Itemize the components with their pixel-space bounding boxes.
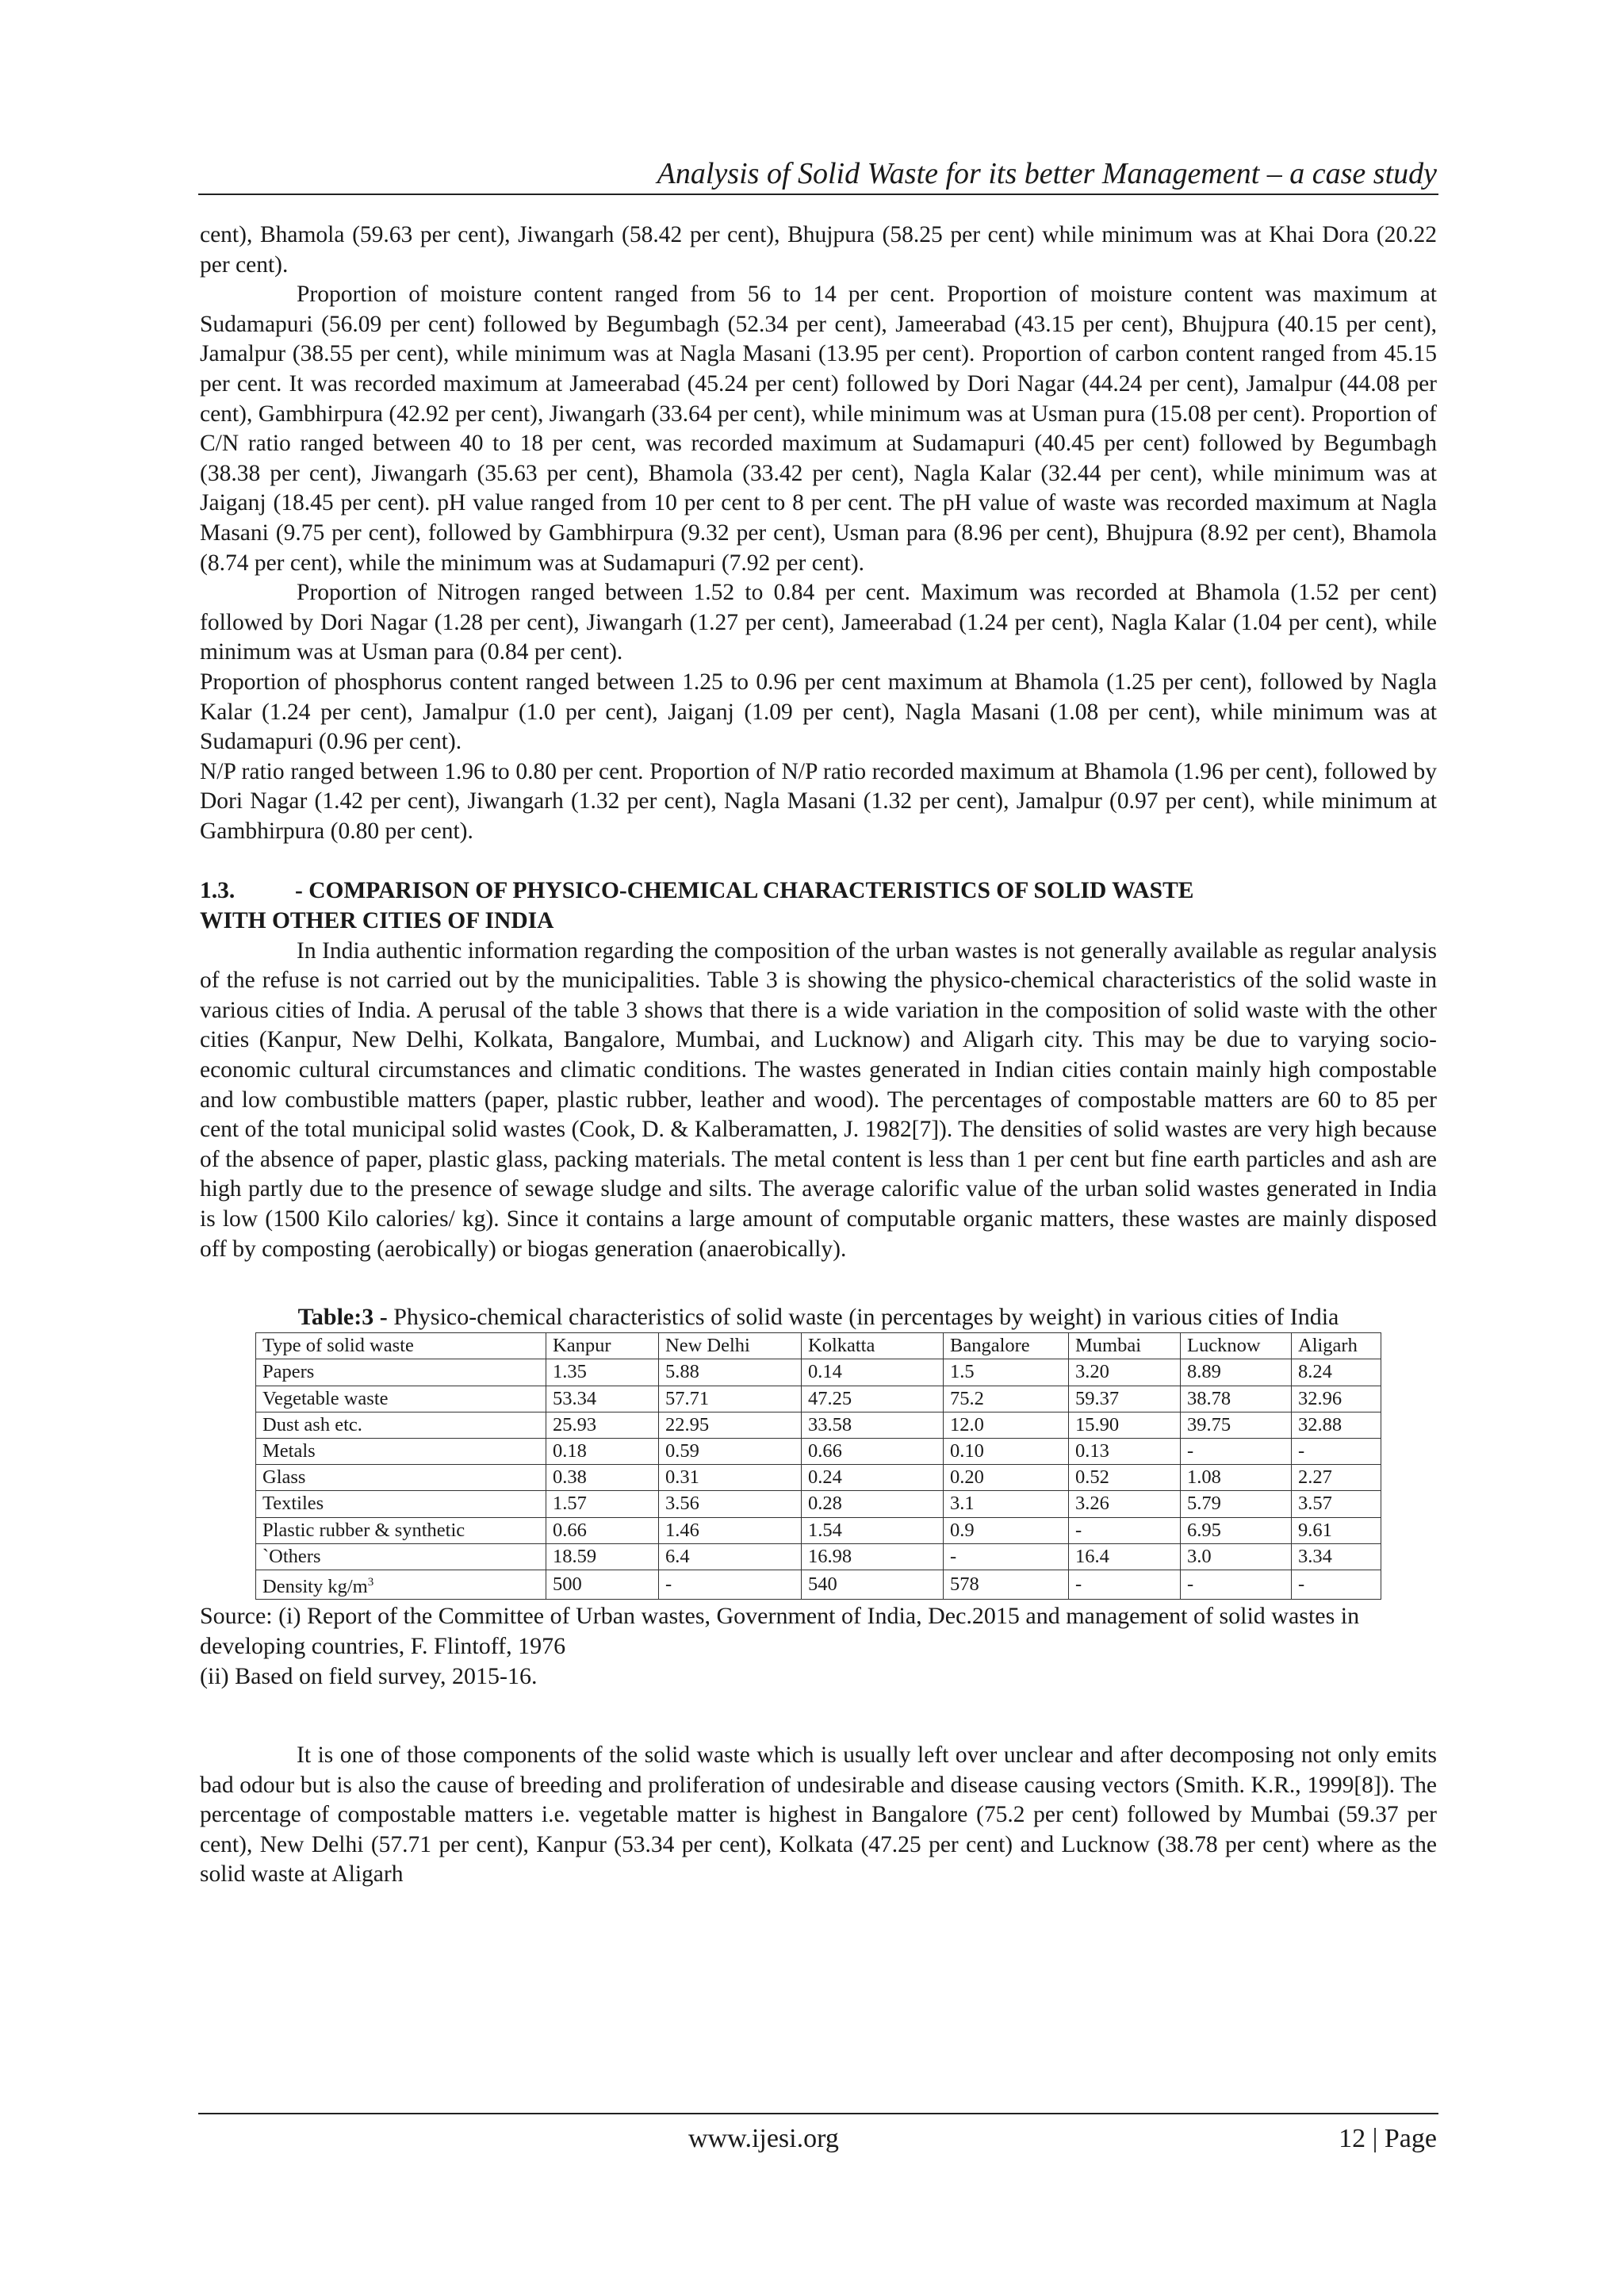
value-cell: 578 [944,1570,1069,1599]
body-text [200,220,1437,1890]
value-cell: 0.66 [546,1517,659,1543]
value-cell: 75.2 [944,1386,1069,1412]
section-heading [200,876,1437,936]
value-cell: 32.88 [1292,1412,1381,1438]
paragraph-moisture: Proportion of moisture content ranged from 56 to 14 per cent. Proportion of moisture content was maximum at Sudamapuri (56.09 per cent) followed by Begumbagh (52.34 per cent), Jameerabad (43.15 per cent), Bhujpura (40.15 per cent), Jamalpur (38.55 per cent), while minimum was at Nagla Masani (13.95 per cent). Proportion of carbon content ranged from 45.15 per cent. It was recorded maximum at Jameerabad (45.24 per cent) followed by Dori Nagar (44.24 per cent), Jamalpur (44.08 per cent), Gambhirpura (42.92 per cent), Jiwangarh (33.64 per cent), while minimum was at Usman pura (15.08 per cent). Proportion of C/N ratio ranged between 40 to 18 per cent, was recorded maximum at Sudamapuri (40.45 per cent) followed by Begumbagh (38.38 per cent), Jiwangarh (35.63 per cent), Bhamola (33.42 per cent), Nagla Kalar (32.44 per cent), while minimum was at Jaiganj (18.45 per cent). pH value ranged from 10 per cent to 8 per cent. The pH value of waste was recorded maximum at Nagla Masani (9.75 per cent), followed by Gambhirpura (9.32 per cent), Usman para (8.96 per cent), Bhujpura (8.92 per cent), Bhamola (8.74 per cent), while the minimum was at Sudamapuri (7.92 per cent). [200,282,1437,576]
value-cell: 8.24 [1292,1359,1381,1386]
table-row [256,1465,1381,1491]
value-cell: 0.28 [802,1491,944,1517]
table-source [200,1601,1437,1692]
section-number: 1.3. [200,878,236,904]
value-cell: - [1292,1438,1381,1464]
value-cell: 16.4 [1069,1543,1181,1570]
value-cell: 3.34 [1292,1543,1381,1570]
row-label-cell: Dust ash etc. [256,1412,546,1438]
value-cell: 1.08 [1181,1465,1292,1491]
footer-url: www.ijesi.org [688,2124,839,2153]
table-row [256,1491,1381,1517]
value-cell: 0.38 [546,1465,659,1491]
value-cell: 1.54 [802,1517,944,1543]
value-cell: 16.98 [802,1543,944,1570]
value-cell: 0.59 [659,1438,802,1464]
value-cell: 1.35 [546,1359,659,1386]
value-cell: 47.25 [802,1386,944,1412]
value-cell: 2.27 [1292,1465,1381,1491]
table-row [256,1517,1381,1543]
table-row [256,1359,1381,1386]
value-cell: 6.95 [1181,1517,1292,1543]
value-cell: 3.0 [1181,1543,1292,1570]
value-cell: 33.58 [802,1412,944,1438]
value-cell: - [1069,1517,1181,1543]
column-header: Mumbai [1069,1333,1181,1359]
value-cell: 6.4 [659,1543,802,1570]
value-cell: 53.34 [546,1386,659,1412]
density-label: Density kg/m [262,1576,368,1598]
column-header: New Delhi [659,1333,802,1359]
row-label-cell: Textiles [256,1491,546,1517]
table-caption [200,1302,1437,1332]
row-label-cell: `Others [256,1543,546,1570]
footer-page-number: 12 | Page [1339,2124,1437,2153]
value-cell: 3.20 [1069,1359,1181,1386]
paragraph-continuation: cent), Bhamola (59.63 per cent), Jiwangarh (58.42 per cent), Bhujpura (58.25 per cent) while minimum was at Khai Dora (20.22 per cent). [200,222,1437,278]
table-row-density [256,1570,1381,1599]
value-cell: 1.5 [944,1359,1069,1386]
running-title: Analysis of Solid Waste for its better Management – a case study [657,157,1437,190]
value-cell: 3.56 [659,1491,802,1517]
footer-rule [198,2113,1438,2114]
row-label-cell: Papers [256,1359,546,1386]
value-cell: 0.52 [1069,1465,1181,1491]
source-line-2: (ii) Based on field survey, 2015-16. [200,1663,538,1690]
value-cell: 12.0 [944,1412,1069,1438]
paragraph-nitrogen: Proportion of Nitrogen ranged between 1.52 to 0.84 per cent. Maximum was recorded at Bhamola (1.52 per cent) followed by Dori Nagar (1.28 per cent), Jiwangarh (1.27 per cent), Jameerabad (1.24 per cent), Nagla Kalar (1.04 per cent), while minimum was at Usman para (0.84 per cent). [200,580,1437,665]
value-cell: 0.24 [802,1465,944,1491]
value-cell: 3.57 [1292,1491,1381,1517]
closing-paragraph: It is one of those components of the solid waste which is usually left over unclear and after decomposing not only emits bad odour but is also the cause of breeding and proliferation of undesirable and disease causing vectors (Smith. K.R., 1999[8]). The percentage of compostable matters i.e. vegetable matter is highest in Bangalore (75.2 per cent) followed by Mumbai (59.37 per cent), New Delhi (57.71 per cent), Kanpur (53.34 per cent), Kolkata (47.25 per cent) and Lucknow (38.78 per cent) where as the solid waste at Aligarh [200,1742,1437,1888]
value-cell: - [1292,1570,1381,1599]
value-cell: - [1069,1570,1181,1599]
value-cell: 22.95 [659,1412,802,1438]
table-header-row [256,1333,1381,1359]
value-cell: 5.88 [659,1359,802,1386]
section-title-line2: WITH OTHER CITIES OF INDIA [200,908,554,934]
value-cell: 0.31 [659,1465,802,1491]
value-cell: 540 [802,1570,944,1599]
table-row [256,1412,1381,1438]
value-cell: 38.78 [1181,1386,1292,1412]
waste-composition-table [255,1332,1381,1600]
section-paragraph: In India authentic information regarding the composition of the urban wastes is not generally available as regular analysis of the refuse is not carried out by the municipalities. Table 3 is showing the physico-chemical characteristics of the solid waste in various cities of India. A perusal of the table 3 shows that there is a wide variation in the composition of solid waste with the other cities (Kanpur, New Delhi, Kolkata, Bangalore, Mumbai, and Lucknow) and Aligarh city. This may be due to varying socio-economic cultural circumstances and climatic conditions. The wastes generated in Indian cities contain mainly high compostable and low combustible matters (paper, plastic rubber, leather and wood). The percentages of compostable matters are 60 to 85 per cent of the total municipal solid wastes (Cook, D. & Kalberamatten, J. 1982[7]). The densities of solid wastes are very high because of the absence of paper, plastic glass, packing materials. The metal content is less than 1 per cent but fine earth particles and ash are high partly due to the presence of sewage sludge and silts. The average calorific value of the urban solid wastes generated in India is low (1500 Kilo calories/ kg). Since it contains a large amount of computable organic matters, these wastes are mainly disposed off by composting (aerobically) or biogas generation (anaerobically). [200,937,1437,1262]
value-cell: - [1181,1570,1292,1599]
row-label-cell [256,1570,546,1599]
header-rule [198,194,1438,195]
value-cell: 15.90 [1069,1412,1181,1438]
row-label-cell: Glass [256,1465,546,1491]
column-header: Type of solid waste [256,1333,546,1359]
table-caption-text: Physico-chemical characteristics of solid waste (in percentages by weight) in various cities of India [387,1304,1339,1331]
value-cell: 0.14 [802,1359,944,1386]
column-header: Bangalore [944,1333,1069,1359]
column-header: Kanpur [546,1333,659,1359]
paragraph-phosphorus: Proportion of phosphorus content ranged between 1.25 to 0.96 per cent maximum at Bhamola (1.25 per cent), followed by Nagla Kalar (1.24 per cent), Jamalpur (1.0 per cent), Jaiganj (1.09 per cent), Nagla Masani (1.08 per cent), while minimum was at Sudamapuri (0.96 per cent). [200,669,1437,755]
row-label-cell: Vegetable waste [256,1386,546,1412]
value-cell: 5.79 [1181,1491,1292,1517]
row-label-cell: Metals [256,1438,546,1464]
value-cell: 9.61 [1292,1517,1381,1543]
value-cell: 0.9 [944,1517,1069,1543]
density-unit-exponent: 3 [367,1575,374,1589]
value-cell: 59.37 [1069,1386,1181,1412]
source-line-1: Source: (i) Report of the Committee of Urban wastes, Government of India, Dec.2015 and management of solid wastes in developing countries, F. Flintoff, 1976 [200,1603,1360,1660]
table-row [256,1543,1381,1570]
column-header: Kolkatta [802,1333,944,1359]
value-cell: 3.26 [1069,1491,1181,1517]
value-cell: 3.1 [944,1491,1069,1517]
value-cell: 32.96 [1292,1386,1381,1412]
value-cell: - [659,1570,802,1599]
table-row [256,1386,1381,1412]
value-cell: 0.20 [944,1465,1069,1491]
value-cell: 18.59 [546,1543,659,1570]
value-cell: 0.10 [944,1438,1069,1464]
value-cell: 57.71 [659,1386,802,1412]
value-cell: 25.93 [546,1412,659,1438]
value-cell: - [1181,1438,1292,1464]
table-caption-label: Table:3 - [297,1304,388,1331]
value-cell: 0.66 [802,1438,944,1464]
paragraph-np-ratio: N/P ratio ranged between 1.96 to 0.80 per cent. Proportion of N/P ratio recorded maximum at Bhamola (1.96 per cent), followed by Dori Nagar (1.42 per cent), Jiwangarh (1.32 per cent), Nagla Masani (1.32 per cent), Jamalpur (0.97 per cent), while minimum at Gambhirpura (0.80 per cent). [200,758,1437,844]
value-cell: 0.13 [1069,1438,1181,1464]
value-cell: 39.75 [1181,1412,1292,1438]
value-cell: 500 [546,1570,659,1599]
row-label-cell: Plastic rubber & synthetic [256,1517,546,1543]
value-cell: - [944,1543,1069,1570]
column-header: Lucknow [1181,1333,1292,1359]
section-title-line1: - COMPARISON OF PHYSICO-CHEMICAL CHARACTERISTICS OF SOLID WASTE [295,878,1194,904]
value-cell: 0.18 [546,1438,659,1464]
value-cell: 1.46 [659,1517,802,1543]
table-row [256,1438,1381,1464]
column-header: Aligarh [1292,1333,1381,1359]
value-cell: 1.57 [546,1491,659,1517]
value-cell: 8.89 [1181,1359,1292,1386]
